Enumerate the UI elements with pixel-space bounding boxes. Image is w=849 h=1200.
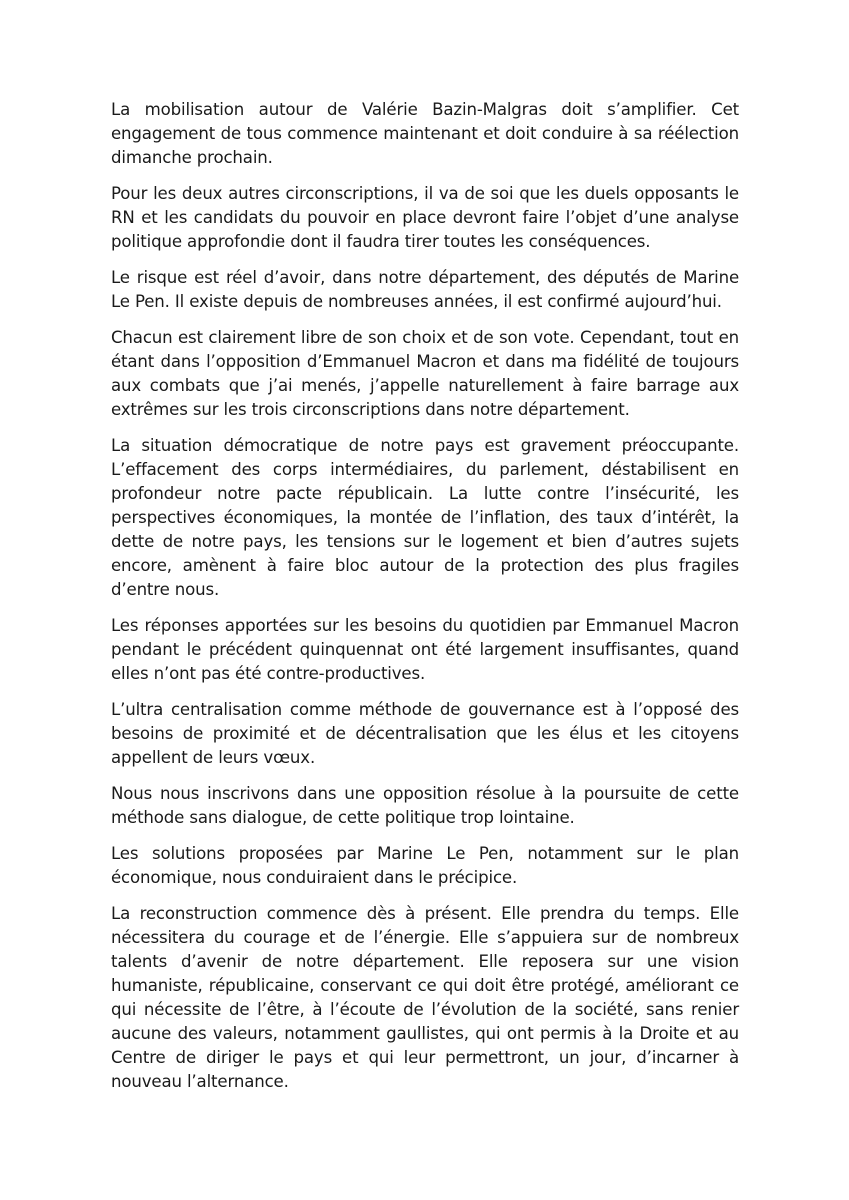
paragraph-7: L’ultra centralisation comme méthode de gouvernance est à l’opposé des besoins de proximité et de décentralisation que les élus et les citoyens appellent de leurs vœux. (111, 700, 739, 767)
paragraph-10: La reconstruction commence dès à présent. Elle prendra du temps. Elle nécessitera du courage et de l’énergie. Elle s’appuiera sur de nombreux talents d’avenir de notre département. Elle reposera sur une vision humaniste, républicaine, conservant ce qui doit être protégé, améliorant ce qui nécessite de l’être, à l’écoute de l’évolution de la société, sans renier aucune des valeurs, notamment gaullistes, qui ont permis à la Droite et au Centre de diriger le pays et qui leur permettront, un jour, d’incarner à nouveau l’alternance. (111, 904, 739, 1091)
document-body (111, 98, 739, 1106)
paragraph-5: La situation démocratique de notre pays est gravement préoccupante. L’effacement des corps intermédiaires, du parlement, déstabilisent en profondeur notre pacte républicain. La lutte contre l’insécurité, les perspectives économiques, la montée de l’inflation, des taux d’intérêt, la dette de notre pays, les tensions sur le logement et bien d’autres sujets encore, amènent à faire bloc autour de la protection des plus fragiles d’entre nous. (111, 436, 739, 599)
paragraph-2: Pour les deux autres circonscriptions, il va de soi que les duels opposants le RN et les candidats du pouvoir en place devront faire l’objet d’une analyse politique approfondie dont il faudra tirer toutes les conséquences. (111, 184, 739, 251)
paragraph-6: Les réponses apportées sur les besoins du quotidien par Emmanuel Macron pendant le précédent quinquennat ont été largement insuffisantes, quand elles n’ont pas été contre-productives. (111, 616, 739, 683)
paragraph-3: Le risque est réel d’avoir, dans notre département, des députés de Marine Le Pen. Il existe depuis de nombreuses années, il est confirmé aujourd’hui. (111, 268, 739, 311)
paragraph-4: Chacun est clairement libre de son choix et de son vote. Cependant, tout en étant dans l’opposition d’Emmanuel Macron et dans ma fidélité de toujours aux combats que j’ai menés, j’appelle naturellement à faire barrage aux extrêmes sur les trois circonscriptions dans notre département. (111, 328, 739, 419)
paragraph-1: La mobilisation autour de Valérie Bazin-Malgras doit s’amplifier. Cet engagement de tous commence maintenant et doit conduire à sa réélection dimanche prochain. (111, 100, 739, 167)
paragraph-8: Nous nous inscrivons dans une opposition résolue à la poursuite de cette méthode sans dialogue, de cette politique trop lointaine. (111, 784, 739, 827)
paragraph-9: Les solutions proposées par Marine Le Pen, notamment sur le plan économique, nous conduiraient dans le précipice. (111, 844, 739, 887)
